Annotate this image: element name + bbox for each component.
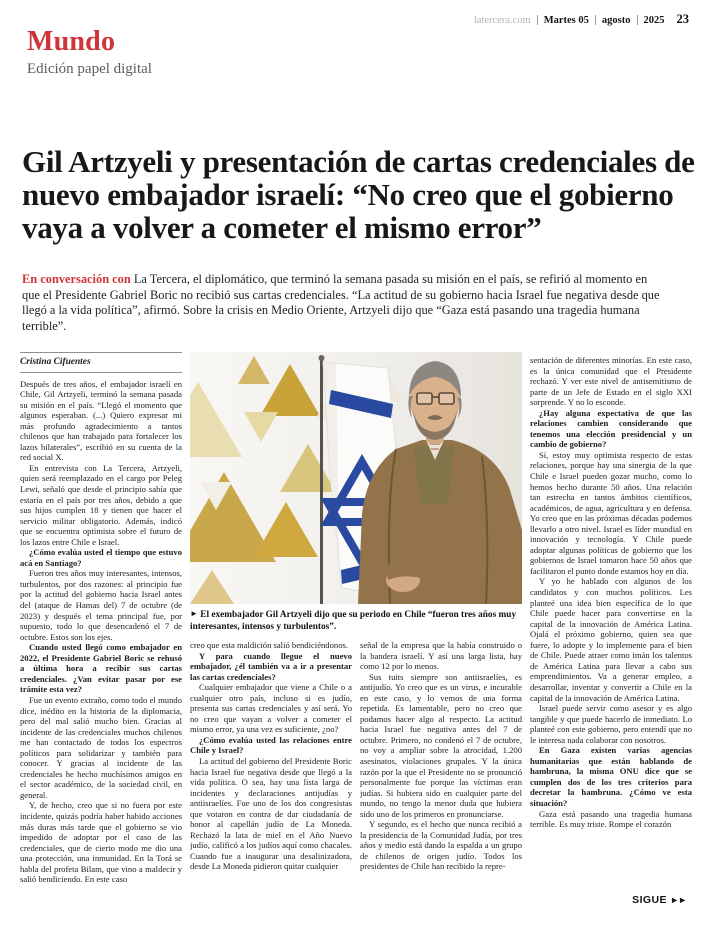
interview-question: En Gaza existen varias agencias humanitarias que están hablando de hambruna, la misma ONU dice que se cumplen dos de los tres criterios para decretar la hambruna. ¿Cómo ve esta situación? <box>530 745 692 808</box>
article-paragraph: Israel puede servir como asesor y es algo tangible y que puede hacerlo de inmediato. Lo planteé con este gobierno, pero entendí que no le interesa nada colaborar con nosotros. <box>530 703 692 745</box>
divider <box>637 15 638 25</box>
caption-arrow-icon: ► <box>190 609 198 618</box>
caption-text: El exembajador Gil Artzyeli dijo que su periodo en Chile “fueron tres años muy interesantes, intensos y turbulentos”. <box>190 610 517 632</box>
article-column-1 <box>20 352 182 925</box>
article-paragraph: creo que esta maldición salió bendiciéndonos. <box>190 640 348 650</box>
page-folio <box>474 12 689 27</box>
interview-question: ¿Hay alguna expectativa de que las relaciones cambien considerando que tenemos una elección presidencial y un cambio de gobierno? <box>530 407 692 450</box>
article-column-4 <box>530 352 692 925</box>
article-column-3 <box>360 640 522 872</box>
interview-question: Cuando usted llegó como embajador en 2022, el Presidente Gabriel Boric se rehusó a última hora a recibir sus cartas credenciales. ¿Van evitar pasar por ese trámite esta vez? <box>20 642 182 695</box>
article-lead <box>22 272 664 334</box>
continue-arrows-icon: ►► <box>670 895 686 905</box>
article-headline: Gil Artzyeli y presentación de cartas credenciales de nuevo embajador israelí: “No creo que el gobierno vaya a volver a cometer el mismo error” <box>22 143 695 245</box>
byline: Cristina Cifuentes <box>20 357 91 367</box>
byline-box <box>20 352 182 373</box>
photo-caption <box>190 609 522 633</box>
section-title: Mundo <box>27 26 116 57</box>
portrait-photo-illustration <box>190 352 522 604</box>
article-paragraph: Y yo he hablado con algunos de los candidatos y con muchos políticos. Les planteé una idea bien específica de lo que Chile puede hacer para convertirse en la capital de la innovación de América Latina. Ojalá el próximo gobierno, quien sea que fuere, lo adopte y lo implemente para el bien de Chile. Puede atraer como imán los talentos de América Latina para llevar a cabo sus emprendimientos. Va a generar empleo, a desarrollar, inventar y convertir a Chile en la capital de la innovación de América Latina. <box>530 576 692 703</box>
interview-question: ¿Cómo evalúa usted las relaciones entre Chile y Israel? <box>190 734 352 756</box>
article-paragraph: Sí, estoy muy optimista respecto de estas relaciones, porque hay una sinergia de la que Chile e Israel pueden gozar mucho, como lo hemos hecho durante 50 años. Una relación tan estrecha en tantos ámbitos científicos, académicos, de agua, agricultura y en defensa. Yo creo que en las próximas décadas podemos llevarlo a otro nivel. Israel es líder mundial en innovación y tecnología. Y Chile puede adoptar algunas políticas de gobierno que los gobiernos de Israel tomaron hace 50 años que facilitaron el punto donde estamos hoy en día. <box>530 449 692 576</box>
interview-question: ¿Cómo evalúa usted el tiempo que estuvo acá en Santiago? <box>20 547 182 568</box>
article-paragraph: Gaza está pasando una tragedia humana terrible. Es muy triste. Rompe el corazón <box>530 808 692 830</box>
lead-kicker: En conversación con <box>22 272 131 286</box>
lead-text: La Tercera, el diplomático, que terminó la semana pasada su misión en el país, se refirió al momento en que el Presidente Gabriel Boric no recibió sus cartas credenciales. “La actitud de su gobierno hacia Israel fue negativa desde que llegó a la vida política”, afirmó. Sobre la crisis en Medio Oriente, Artzyeli dijo que “Gaza está pasando una tragedia humana terrible”. <box>22 272 660 333</box>
article-paragraph: Sus tuits siempre son antiisraelíes, es antijudío. Yo creo que es un virus, e incurable en este caso, y lo vemos de una forma repetida. Es lamentable, pero no creo que podamos hacer algo al respecto. La actitud hacia Israel fue negativa antes del 7 de octubre. Primero, no condenó el 7 de octubre, no voy a ampliar sobre la atrocidad, 1.200 asesinatos, violaciones grupales. Y la única razón por la que el Presidente no se pronunció personalmente fue porque las víctimas eran judías. Si hubiera sido en cualquier parte del mundo, no tengo la menor duda que hubiera sido uno de los primeros en pronunciarse. <box>360 671 522 819</box>
folio-month: agosto <box>601 15 631 26</box>
article-column-2 <box>190 640 352 872</box>
article-paragraph: La actitud del gobierno del Presidente Boric hacia Israel fue negativa desde que llegó a la vida política. O sea, hay una lista larga de incidentes y declaraciones antijudías y antiisraelíes. Fue uno de los dos congresistas que votaron en contra de dar ciudadanía de honor al capellán judío de La Moneda. Rechazó la lata de miel en el Año Nuevo judío, calificó a los judíos aquí como chacales. Cuando fue a inaugurar una desalinizadora, desde La Moneda pidieron quitar cualquier <box>190 756 352 872</box>
article-paragraph: Después de tres años, el embajador israelí en Chile, Gil Artzyeli, terminó la semana pasada su misión en el país. “Llegó el momento que algunos esperaban. (...) Quiero expresar mi más profundo agradecimiento a tantos chilenos que han trabajado para fortalecer los lazos bilaterales”, escribió en su cuenta de la red social X. <box>20 378 182 463</box>
article-paragraph: Fueron tres años muy interesantes, intensos, turbulentos, por dos razones: al principio fue por la actitud del gobierno hacia Israel antes del (ataque de Hamas del) 7 de octubre (de 2023) y después el tema principal fue, por supuesto, todo lo que desencadenó el 7 de octubre. Estos son los ejes. <box>20 568 182 642</box>
article-photo <box>190 352 522 604</box>
divider <box>595 15 596 25</box>
page-number: 23 <box>676 12 689 26</box>
continue-label: SIGUE <box>632 894 671 906</box>
article-paragraph: En entrevista con La Tercera, Artzyeli, quien será reemplazado en el cargo por Peleg Lewi, señaló que desde el principio sabía que estaría en el país por tres años, debido a que sus hijos cumplen 18 y tienen que hacer el servicio militar obligatorio. Además, indicó que se encuentra optimista sobre el futuro de los lazos entre Chile e Israel. <box>20 462 182 547</box>
article-paragraph: Fue un evento extraño, como todo el mundo dice, inédito en la historia de la diplomacia, pero del mal salió mucho bien. Gracias al incidente de las credenciales muchos chilenos me han contactado de todos los espectros políticos para solidarizar y también para conocer. Y gracias al incidente de las credenciales he hecho muchísimos amigos en el sector académico, de la sociedad civil, en general. <box>20 694 182 800</box>
center-text-columns <box>190 640 522 872</box>
article-body <box>20 352 692 925</box>
interview-question: Y para cuando llegue el nuevo embajador, ¿él también va a ir a presentar las cartas credenciales? <box>190 650 352 682</box>
folio-year: 2025 <box>643 15 665 26</box>
article-paragraph: Y, de hecho, creo que si no fuera por este incidente, quizás podría haber habido acciones más duras más tarde que el gobierno se vio impedido de adoptar por el caso de las credenciales, que de cierto modo me dio una una protección, una inmunidad. En la Torá se habla del profeta Bilam, que vino a maldecir y salió bendiciendo. En este caso <box>20 800 182 885</box>
article-paragraph: Cualquier embajador que viene a Chile o a cualquier otro país, incluso si es judío, presenta sus cartas credenciales y así será. Yo no creo que vayan a volver a cometer el mismo error, ya una vez es suficiente, ¿no? <box>190 682 352 735</box>
article-paragraph: señal de la empresa que la había construido o la bandera israelí. Y así una larga lista, hay como 12 por lo menos. <box>360 640 522 672</box>
divider <box>537 15 538 25</box>
folio-day: Martes 05 <box>543 15 589 26</box>
section-edition-label: Edición papel digital <box>27 61 152 77</box>
site-url: latercera.com <box>473 15 531 26</box>
continue-tag[interactable] <box>632 894 686 906</box>
article-paragraph: sentación de diferentes minorías. En este caso, es la única comunidad que el Presidente rechazó. Y ver este nivel de antisemitismo de parte de un Jefe de Estado en el siglo XXI sorprende. Y no lo esconde. <box>530 355 692 408</box>
article-center-well <box>190 352 522 925</box>
article-paragraph: Y segundo, es el hecho que nunca recibió a la presidencia de la Comunidad Judía, por tres años y medio está dando la espalda a un grupo de chilenos de origen judío. Todos los presidentes de Chile han recibido la repre- <box>360 819 522 872</box>
